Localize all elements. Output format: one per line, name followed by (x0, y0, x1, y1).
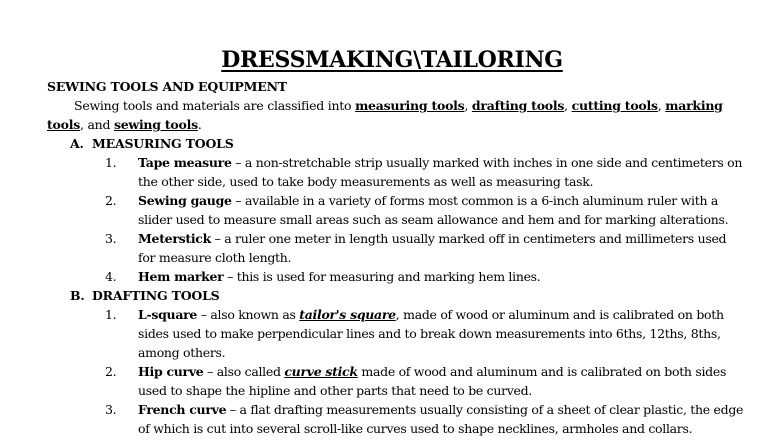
document-title: DRESSMAKING\TAILORING (221, 47, 563, 73)
item-term: Sewing gauge (138, 193, 232, 208)
list-number: 1. (105, 155, 117, 170)
item-text: – a flat drafting measurements usually consisting of a sheet of clear plastic, the edge of which is cut into several scroll-like curves used to shape necklines, armholes and collars. (138, 402, 744, 436)
item-text: – this is used for measuring and marking hem lines. (223, 269, 541, 284)
intro-separator: , and (80, 117, 114, 132)
item-text: made of wood and aluminum and is calibrated on both sides used to shape the hipline and other parts that need to be curved. (138, 364, 727, 398)
item-pre: – also called (203, 364, 285, 379)
list-item-hem-marker (105, 267, 745, 286)
list-number: 3. (105, 231, 117, 246)
intro-separator: , (464, 98, 472, 113)
item-term: French curve (138, 402, 227, 417)
intro-separator: , (657, 98, 666, 113)
item-term: Hem marker (138, 269, 224, 284)
item-pre: – also known as (197, 307, 300, 322)
list-number: 4. (105, 269, 117, 284)
term-cutting-tools: cutting tools (571, 98, 658, 113)
list-item-meterstick (105, 229, 745, 267)
item-term: Hip curve (138, 364, 204, 379)
list-item-french-curve (105, 400, 745, 438)
list-item-sewing-gauge (105, 191, 745, 229)
section-heading: SEWING TOOLS AND EQUIPMENT (47, 79, 287, 94)
item-text: , made of wood or aluminum and is calibrated on both sides used to make perpendicular lines and to break down measurements into 6ths, 12ths, 8ths, among others. (138, 307, 724, 360)
list-number: 1. (105, 307, 117, 322)
intro-paragraph (47, 96, 747, 134)
list-item-l-square (105, 305, 745, 362)
term-measuring-tools: measuring tools (355, 98, 465, 113)
subheading-letter: A. (70, 136, 84, 151)
item-text: – a non-stretchable strip usually marked with inches in one side and centimeters on the other side, used to take body measurements as well as measuring task. (138, 155, 743, 189)
list-number: 2. (105, 193, 117, 208)
item-text: – a ruler one meter in length usually marked off in centimeters and millimeters used for measure cloth length. (138, 231, 727, 265)
intro-separator: , (564, 98, 572, 113)
list-number: 3. (105, 402, 117, 417)
item-emphasis: curve stick (284, 364, 358, 379)
intro-end: . (197, 117, 202, 132)
item-term: Meterstick (138, 231, 211, 246)
list-item-hip-curve (105, 362, 745, 400)
item-term: L-square (138, 307, 198, 322)
subheading-letter: B. (70, 288, 85, 303)
item-emphasis: tailor's square (299, 307, 396, 322)
list-number: 2. (105, 364, 117, 379)
term-marking-tools: marking tools (47, 98, 723, 132)
subheading-label: MEASURING TOOLS (92, 136, 234, 151)
item-text: – available in a variety of forms most common is a 6-inch aluminum ruler with a slider used to measure small areas such as seam allowance and hem and for marking alterations. (138, 193, 729, 227)
term-sewing-tools: sewing tools (113, 117, 198, 132)
subheading-label: DRAFTING TOOLS (92, 288, 220, 303)
subheading-measuring-tools (70, 134, 234, 153)
term-drafting-tools: drafting tools (471, 98, 565, 113)
item-term: Tape measure (138, 155, 232, 170)
subheading-drafting-tools (70, 286, 220, 305)
intro-lead: Sewing tools and materials are classified into (74, 98, 356, 113)
list-item-tape-measure (105, 153, 745, 191)
